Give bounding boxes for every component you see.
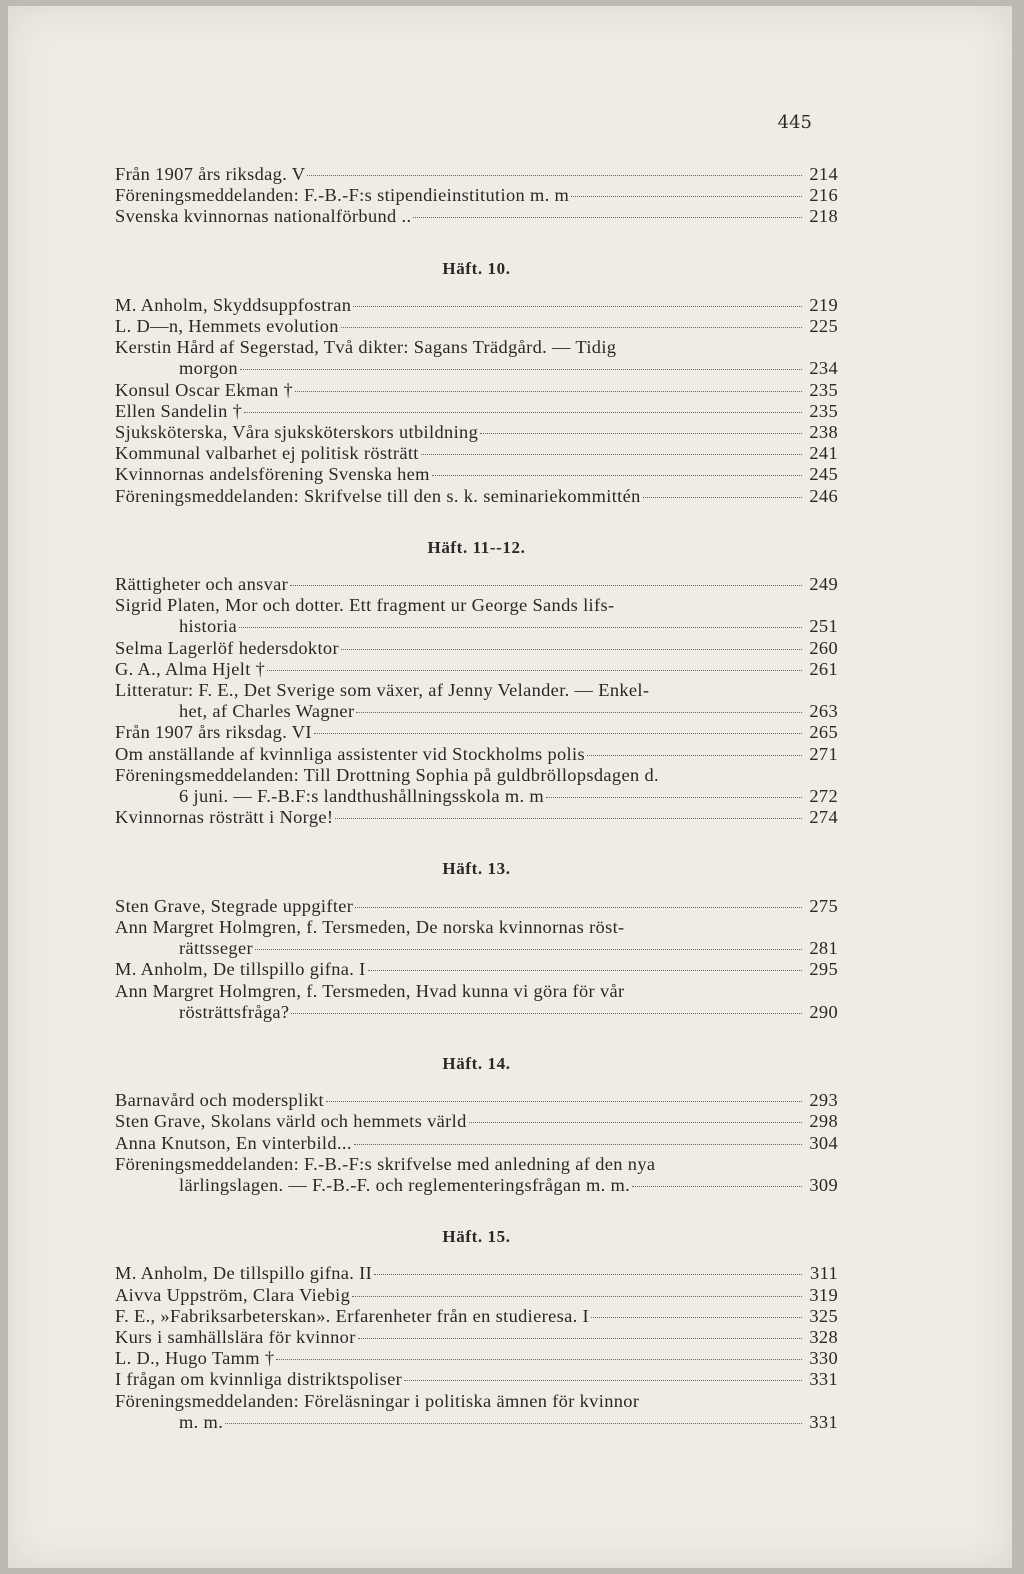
- entry-text: M. Anholm, De tillspillo gifna. I: [115, 959, 366, 980]
- toc-entry: [115, 917, 838, 959]
- entry-text: Anna Knutson, En vinterbild...: [115, 1132, 352, 1153]
- entry-page-number: 311: [810, 1263, 838, 1284]
- dot-leader: [239, 627, 802, 628]
- entry-text: Ann Margret Holmgren, f. Tersmeden, De norska kvinnornas röst-: [115, 916, 625, 937]
- entry-text: Sten Grave, Stegrade uppgifter: [115, 895, 354, 916]
- toc-entry: [115, 1391, 838, 1433]
- dot-leader: [546, 797, 802, 798]
- entry-text: Sjuksköterska, Våra sjuksköterskors utbildning: [115, 422, 479, 443]
- dot-leader: [341, 649, 802, 650]
- entry-page-number: 263: [809, 701, 838, 722]
- toc-entry: [115, 443, 838, 464]
- toc-entry: [115, 1348, 838, 1369]
- toc-entry: [115, 206, 838, 227]
- entry-text: Föreningsmeddelanden: F.-B.-F:s skrifvelse med anledning af den nya: [115, 1153, 656, 1174]
- entry-page-number: 218: [809, 206, 838, 227]
- book-page: [8, 6, 1012, 1568]
- entry-text: Kommunal valbarhet ej politisk rösträtt: [115, 443, 419, 464]
- entry-line: [115, 1111, 838, 1132]
- entry-text: Föreningsmeddelanden: Skrifvelse till den s. k. seminariekommittén: [115, 485, 641, 506]
- dot-leader: [632, 1186, 802, 1187]
- toc-entry: [115, 1154, 838, 1196]
- entry-line: [115, 358, 838, 379]
- entry-page-number: 260: [809, 637, 838, 658]
- toc-entry: [115, 722, 838, 743]
- entry-line: [115, 744, 838, 765]
- entry-text: Ann Margret Holmgren, f. Tersmeden, Hvad kunna vi göra för vår: [115, 980, 625, 1001]
- entry-line: [115, 1090, 838, 1111]
- toc-entry: [115, 380, 838, 401]
- toc-entry: [115, 896, 838, 917]
- toc-entry: [115, 981, 838, 1023]
- entry-text: Rättigheter och ansvar: [115, 574, 289, 595]
- dot-leader: [432, 475, 802, 476]
- entry-page-number: 216: [809, 185, 838, 206]
- toc-section: [115, 258, 838, 507]
- toc-entry: [115, 744, 838, 765]
- entry-line: [115, 638, 838, 659]
- entry-page-number: 241: [809, 443, 838, 464]
- entry-text: Kvinnornas andelsförening Svenska hem: [115, 464, 430, 485]
- entry-page-number: 234: [809, 358, 838, 379]
- entry-text: lärlingslagen. — F.-B.-F. och reglementeringsfrågan m. m.: [179, 1174, 631, 1195]
- entry-page-number: 325: [809, 1305, 838, 1326]
- dot-leader: [421, 454, 802, 455]
- entry-text: historia: [179, 616, 237, 637]
- entry-line: [115, 701, 838, 722]
- toc-entry: [115, 316, 838, 337]
- dot-leader: [290, 585, 802, 586]
- toc-section: [115, 1053, 838, 1196]
- toc-entry: [115, 765, 838, 807]
- entry-text: Föreningsmeddelanden: Till Drottning Sophia på guldbröllopsdagen d.: [115, 764, 659, 785]
- entry-text: Litteratur: F. E., Det Sverige som växer, af Jenny Velander. — Enkel-: [115, 680, 650, 701]
- dot-leader: [469, 1122, 802, 1123]
- entry-page-number: 249: [809, 574, 838, 595]
- dot-leader: [355, 907, 802, 908]
- entry-text: rösträttsfråga?: [179, 1001, 290, 1022]
- entry-line: [115, 616, 838, 637]
- entry-text: G. A., Alma Hjelt †: [115, 658, 266, 679]
- dot-leader: [240, 369, 802, 370]
- entry-line: [115, 659, 838, 680]
- entry-line: [115, 786, 838, 807]
- section-heading: Häft. 10.: [442, 258, 511, 278]
- toc-section: [115, 858, 838, 1022]
- toc-entry: [115, 1369, 838, 1390]
- entry-text: rättsseger: [179, 938, 253, 959]
- toc-entry: [115, 164, 838, 185]
- dot-leader: [225, 1423, 802, 1424]
- toc-entry: [115, 1327, 838, 1348]
- dot-leader: [255, 949, 802, 950]
- entry-page-number: 265: [809, 722, 838, 743]
- table-of-contents: [115, 164, 838, 1433]
- toc-section: [115, 537, 838, 829]
- entry-page-number: 304: [809, 1132, 838, 1153]
- entry-page-number: 290: [809, 1001, 838, 1022]
- entry-text: Kerstin Hård af Segerstad, Två dikter: Sagans Trädgård. — Tidig: [115, 337, 617, 358]
- entry-line: [115, 486, 838, 507]
- entry-line: [115, 1348, 838, 1369]
- entry-page-number: 261: [809, 658, 838, 679]
- toc-entry: [115, 959, 838, 980]
- toc-entry: [115, 295, 838, 316]
- entry-page-number: 331: [809, 1369, 838, 1390]
- toc-entry: [115, 337, 838, 379]
- toc-entry: [115, 1263, 838, 1284]
- dot-leader: [480, 433, 802, 434]
- dot-leader: [314, 733, 802, 734]
- entry-page-number: 251: [809, 616, 838, 637]
- entry-text: Ellen Sandelin †: [115, 400, 243, 421]
- entry-text: Sten Grave, Skolans värld och hemmets värld: [115, 1111, 467, 1132]
- dot-leader: [368, 970, 802, 971]
- entry-line: [115, 401, 838, 422]
- entry-page-number: 328: [809, 1326, 838, 1347]
- dot-leader: [643, 497, 802, 498]
- toc-entry: [115, 659, 838, 680]
- entry-line: [115, 1327, 838, 1348]
- section-heading: Häft. 13.: [442, 859, 511, 879]
- toc-entry: [115, 574, 838, 595]
- entry-page-number: 295: [809, 959, 838, 980]
- entry-text: Från 1907 års riksdag. V: [115, 164, 306, 184]
- entry-text: M. Anholm, De tillspillo gifna. II: [115, 1263, 373, 1284]
- entry-page-number: 271: [809, 743, 838, 764]
- dot-leader: [374, 1274, 802, 1275]
- entry-text: 6 juni. — F.-B.F:s landthushållningsskola m. m: [179, 786, 545, 807]
- entry-line: [115, 807, 838, 828]
- entry-text: het, af Charles Wagner: [179, 701, 355, 722]
- entry-line: [115, 464, 838, 485]
- dot-leader: [291, 1013, 802, 1014]
- dot-leader: [353, 306, 802, 307]
- entry-page-number: 219: [809, 294, 838, 315]
- dot-leader: [352, 1296, 802, 1297]
- dot-leader: [307, 175, 802, 176]
- entry-line: [115, 1369, 838, 1390]
- entry-text: m. m.: [179, 1411, 224, 1432]
- dot-leader: [341, 327, 802, 328]
- entry-text: I frågan om kvinnliga distriktspoliser: [115, 1369, 403, 1390]
- dot-leader: [587, 755, 802, 756]
- toc-entry: [115, 1306, 838, 1327]
- entry-line: [115, 206, 838, 227]
- dot-leader: [276, 1359, 802, 1360]
- toc-entry: [115, 486, 838, 507]
- entry-text: Sigrid Platen, Mor och dotter. Ett fragment ur George Sands lifs-: [115, 595, 615, 616]
- entry-page-number: 281: [809, 938, 838, 959]
- entry-text: morgon: [179, 358, 238, 379]
- toc-section: [115, 164, 838, 228]
- toc-entry: [115, 1285, 838, 1306]
- entry-page-number: 272: [809, 786, 838, 807]
- entry-page-number: 331: [809, 1411, 838, 1432]
- entry-line: [115, 185, 838, 206]
- section-heading: Häft. 15.: [442, 1227, 511, 1247]
- dot-leader: [571, 196, 802, 197]
- entry-line: [115, 443, 838, 464]
- entry-page-number: 214: [809, 164, 838, 184]
- entry-line: [115, 938, 838, 959]
- entry-page-number: 309: [809, 1174, 838, 1195]
- entry-text: Selma Lagerlöf hedersdoktor: [115, 637, 339, 658]
- dot-leader: [244, 412, 802, 413]
- entry-line: [115, 316, 838, 337]
- entry-page-number: 275: [809, 895, 838, 916]
- toc-entry: [115, 638, 838, 659]
- entry-text: Aivva Uppström, Clara Viebig: [115, 1284, 351, 1305]
- entry-page-number: 330: [809, 1348, 838, 1369]
- entry-page-number: 319: [809, 1284, 838, 1305]
- toc-section: [115, 1226, 838, 1433]
- entry-text: M. Anholm, Skyddsuppfostran: [115, 294, 352, 315]
- entry-text: Om anställande af kvinnliga assistenter vid Stockholms polis: [115, 743, 585, 764]
- section-heading: Häft. 11--12.: [427, 537, 526, 557]
- toc-entry: [115, 464, 838, 485]
- entry-text: Föreningsmeddelanden: Föreläsningar i politiska ämnen för kvinnor: [115, 1390, 640, 1411]
- toc-entry: [115, 680, 838, 722]
- page-number: 445: [777, 112, 812, 133]
- entry-line: [115, 1285, 838, 1306]
- entry-text: Från 1907 års riksdag. VI: [115, 722, 312, 743]
- dot-leader: [356, 712, 802, 713]
- dot-leader: [591, 1317, 802, 1318]
- dot-leader: [295, 391, 802, 392]
- toc-entry: [115, 807, 838, 828]
- entry-text: Konsul Oscar Ekman †: [115, 379, 294, 400]
- entry-text: F. E., »Fabriksarbeterskan». Erfarenheter från en studieresa. I: [115, 1305, 590, 1326]
- toc-entry: [115, 1133, 838, 1154]
- entry-page-number: 274: [809, 807, 838, 828]
- entry-line: [115, 722, 838, 743]
- entry-text: Kvinnornas rösträtt i Norge!: [115, 807, 334, 828]
- dot-leader: [404, 1380, 802, 1381]
- entry-line: [115, 380, 838, 401]
- entry-page-number: 238: [809, 422, 838, 443]
- entry-text: L. D—n, Hemmets evolution: [115, 316, 339, 337]
- dot-leader: [358, 1338, 802, 1339]
- entry-page-number: 298: [809, 1111, 838, 1132]
- toc-entry: [115, 422, 838, 443]
- entry-line: [115, 574, 838, 595]
- toc-entry: [115, 1090, 838, 1111]
- entry-page-number: 293: [809, 1090, 838, 1111]
- entry-line: [115, 422, 838, 443]
- toc-entry: [115, 401, 838, 422]
- entry-text: Föreningsmeddelanden: F.-B.-F:s stipendieinstitution m. m: [115, 185, 570, 206]
- toc-entry: [115, 595, 838, 637]
- entry-line: [115, 1002, 838, 1023]
- dot-leader: [267, 670, 802, 671]
- dot-leader: [413, 217, 802, 218]
- toc-entry: [115, 1111, 838, 1132]
- entry-page-number: 235: [809, 400, 838, 421]
- entry-text: Kurs i samhällslära för kvinnor: [115, 1326, 356, 1347]
- entry-line: [115, 164, 838, 185]
- entry-text: Barnavård och modersplikt: [115, 1090, 324, 1111]
- entry-line: [115, 1263, 838, 1284]
- entry-page-number: 235: [809, 379, 838, 400]
- entry-line: [115, 295, 838, 316]
- dot-leader: [326, 1101, 802, 1102]
- entry-text: Svenska kvinnornas nationalförbund ..: [115, 206, 412, 227]
- entry-line: [115, 959, 838, 980]
- entry-line: [115, 1306, 838, 1327]
- dot-leader: [354, 1144, 802, 1145]
- dot-leader: [335, 818, 802, 819]
- entry-line: [115, 896, 838, 917]
- entry-page-number: 246: [809, 485, 838, 506]
- entry-line: [115, 1175, 838, 1196]
- entry-line: [115, 1133, 838, 1154]
- toc-entry: [115, 185, 838, 206]
- section-heading: Häft. 14.: [442, 1053, 511, 1073]
- entry-line: [115, 1412, 838, 1433]
- entry-text: L. D., Hugo Tamm †: [115, 1348, 275, 1369]
- entry-page-number: 225: [809, 316, 838, 337]
- entry-page-number: 245: [809, 464, 838, 485]
